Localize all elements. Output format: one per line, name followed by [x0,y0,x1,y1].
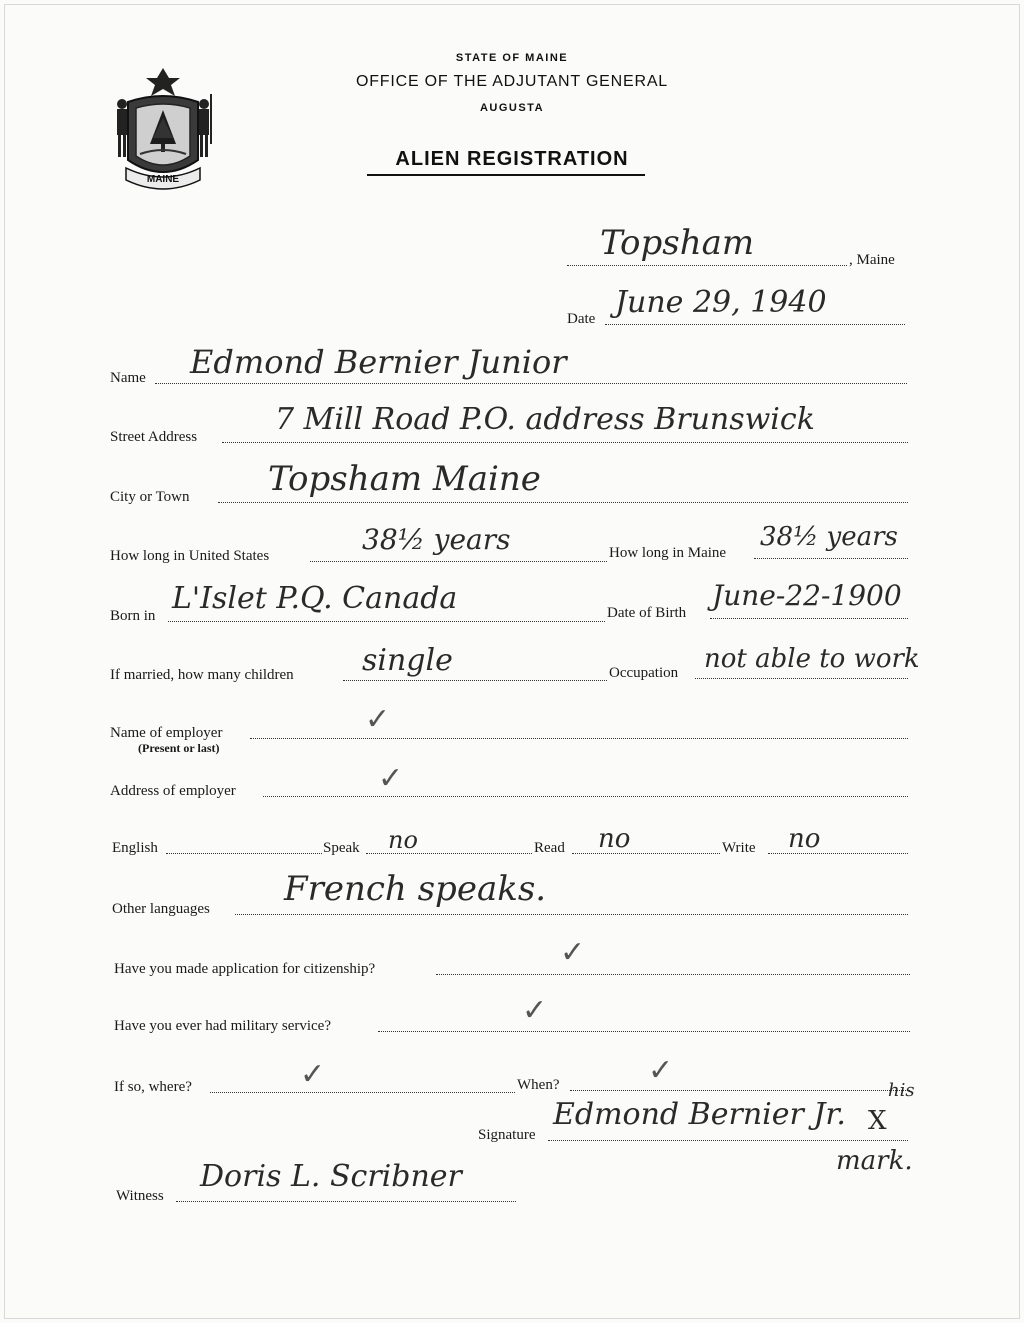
other-languages-value[interactable]: French speaks. [284,869,547,909]
employer-address-label: Address of employer [110,783,236,799]
born-in-value[interactable]: L'Islet P.Q. Canada [172,581,458,616]
date-of-birth-value[interactable]: June-22-1900 [712,579,902,612]
header-office: OFFICE OF THE ADJUTANT GENERAL [355,73,669,90]
how-long-maine-label: How long in Maine [609,545,727,561]
how-long-us-value[interactable]: 38½ years [362,523,511,556]
employer-address-line [263,796,908,797]
signature-his: his [888,1080,915,1101]
where-label: If so, where? [114,1079,192,1095]
employer-note: (Present or last) [138,741,220,755]
employer-label: Name of employer [110,725,223,741]
witness-line [176,1201,516,1202]
employer-address-check[interactable]: ✓ [378,761,404,796]
seal-text: MAINE [146,174,180,185]
name-label: Name [110,370,146,386]
form-title: ALIEN REGISTRATION [395,148,629,170]
where-check[interactable]: ✓ [300,1057,326,1092]
signature-value[interactable]: Edmond Bernier Jr. [553,1097,846,1132]
speak-label: Speak [323,840,360,856]
name-line [155,383,907,384]
maine-label: , Maine [849,252,895,268]
military-label: Have you ever had military service? [114,1018,331,1034]
signature-line [548,1140,908,1141]
occupation-line [695,678,908,679]
children-value[interactable]: single [362,643,453,678]
town-line [567,265,847,266]
when-line [570,1090,910,1091]
speak-value[interactable]: no [388,826,418,854]
english-line [166,853,322,854]
date-of-birth-label: Date of Birth [607,605,687,621]
how-long-maine-line [754,558,908,559]
signature-label: Signature [478,1127,536,1143]
header-city: AUGUSTA [479,102,545,114]
read-label: Read [534,840,565,856]
citizenship-label: Have you made application for citizenship? [114,961,376,977]
how-long-maine-value[interactable]: 38½ years [760,522,898,552]
occupation-value[interactable]: not able to work [704,644,920,674]
military-line [378,1031,910,1032]
children-label: If married, how many children [110,667,294,683]
write-value[interactable]: no [788,824,821,854]
when-check[interactable]: ✓ [648,1053,674,1088]
other-languages-label: Other languages [112,901,210,917]
title-underline [367,174,645,176]
occupation-label: Occupation [609,665,679,681]
witness-label: Witness [116,1188,164,1204]
military-check[interactable]: ✓ [522,993,548,1028]
when-label: When? [517,1077,560,1093]
children-line [343,680,607,681]
street-label: Street Address [110,429,198,445]
date-value[interactable]: June 29, 1940 [615,285,827,320]
street-line [222,442,908,443]
employer-line [250,738,908,739]
name-value[interactable]: Edmond Bernier Junior [190,343,567,381]
city-town-value[interactable]: Topsham Maine [268,459,541,499]
other-languages-line [235,914,908,915]
born-in-label: Born in [110,608,156,624]
write-label: Write [722,840,756,856]
signature-mark: mark. [836,1146,913,1176]
date-of-birth-line [710,618,908,619]
town-value[interactable]: Topsham [600,223,755,263]
read-line [572,853,720,854]
street-value[interactable]: 7 Mill Road P.O. address Brunswick [275,402,815,437]
header-state: STATE OF MAINE [455,52,569,64]
employer-check[interactable]: ✓ [365,702,391,737]
citizenship-check[interactable]: ✓ [560,935,586,970]
how-long-us-label: How long in United States [110,548,270,564]
how-long-us-line [310,561,607,562]
read-value[interactable]: no [598,824,631,854]
born-in-line [168,621,605,622]
date-line [605,324,905,325]
city-town-line [218,502,908,503]
city-town-label: City or Town [110,489,190,505]
witness-value[interactable]: Doris L. Scribner [200,1159,462,1194]
english-label: English [112,840,158,856]
citizenship-line [436,974,910,975]
date-label: Date [567,311,596,327]
where-line [210,1092,515,1093]
signature-mark-x: X [868,1106,887,1136]
